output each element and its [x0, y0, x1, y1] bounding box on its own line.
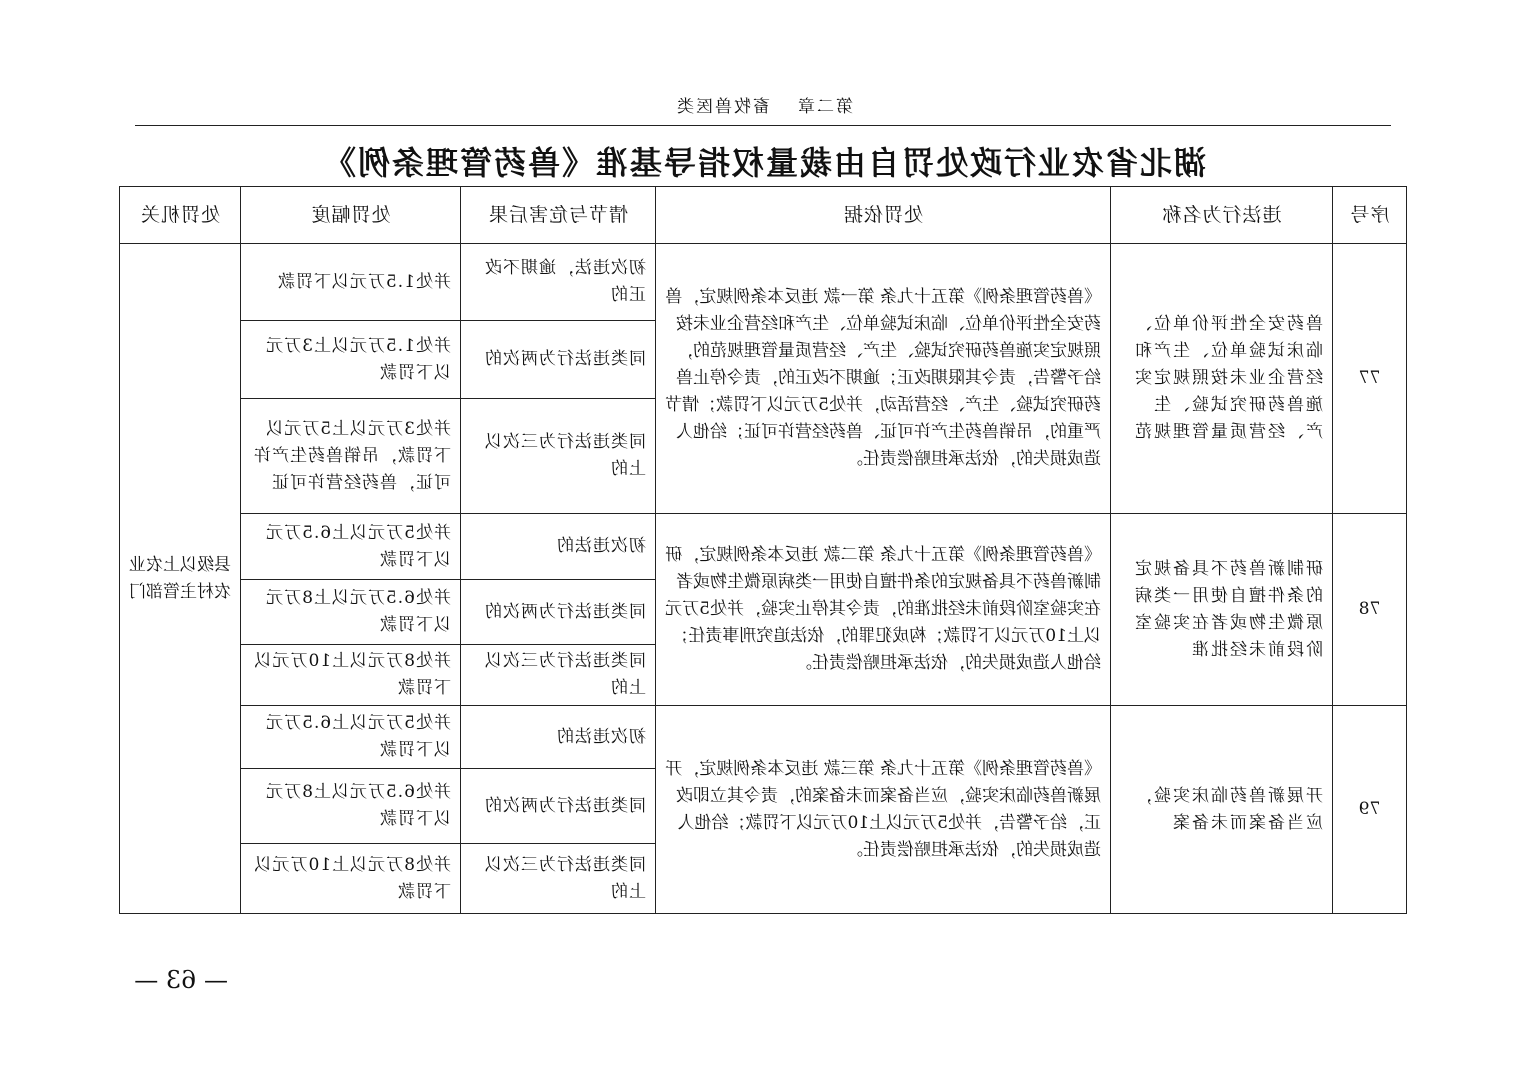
consequence-cell: 同类违法行为三次以上的 — [461, 645, 656, 706]
basis-cell: 《兽药管理条例》第五十九条 第二款 违反本条例规定，研制新兽药不具备规定的条件擅自使用一类病原微生物或者在实验室阶段前未经批准的，责令其停止实验，并处5万元以上10万元以下罚款；构成犯罪的，依法追究刑事责任；给他人造成损失的，依法承担赔偿责任。 — [656, 514, 1111, 706]
section-label: 畜牧兽医类 — [675, 97, 770, 117]
violation-cell: 研制新兽药不具备规定的条件擅自使用一类病原微生物或者在实验室阶段前未经批准 — [1111, 514, 1333, 706]
violation-cell: 开展新兽药临床实验，应当备案而未备案 — [1111, 706, 1333, 914]
col-header-consequence: 情节与危害后果 — [461, 187, 656, 244]
range-cell: 并处5万元以上6.5万元以下罚款 — [241, 706, 461, 769]
seq-cell: 77 — [1333, 244, 1407, 514]
running-head — [0, 92, 1528, 117]
range-cell: 并处3万元以上5万元以下罚款，吊销兽药生产许可证，兽药经营许可证 — [241, 399, 461, 514]
range-cell: 并处8万元以上10万元以下罚款 — [241, 844, 461, 914]
range-cell: 并处1.5万元以下罚款 — [241, 244, 461, 321]
consequence-cell: 同类违法行为两次的 — [461, 321, 656, 399]
document-title: 湖北省农业行政处罚自由裁量权指导基准《兽药管理条例》 — [322, 144, 1207, 182]
table-row — [120, 244, 1407, 321]
range-cell: 并处5万元以上6.5万元以下罚款 — [241, 514, 461, 580]
penalty-table — [119, 186, 1407, 914]
seq-cell: 78 — [1333, 514, 1407, 706]
range-cell: 并处6.5万元以上8万元以下罚款 — [241, 580, 461, 645]
chapter-label: 第二章 — [796, 97, 853, 117]
basis-cell: 《兽药管理条例》第五十九条 第三款 违反本条例规定，开展新兽药临床实验，应当备案而未备案的，责令其立即改正，给予警告，并处5万元以上10万元以下罚款；给他人造成损失的，依法承担赔偿责任。 — [656, 706, 1111, 914]
consequence-cell: 初次违法，逾期不改正的 — [461, 244, 656, 321]
col-header-violation: 违法行为名称 — [1111, 187, 1333, 244]
seq-cell: 79 — [1333, 706, 1407, 914]
range-cell: 并处8万元以上10万元以下罚款 — [241, 645, 461, 706]
consequence-cell: 初次违法的 — [461, 514, 656, 580]
col-header-basis: 处罚依据 — [656, 187, 1111, 244]
col-header-seq: 序号 — [1333, 187, 1407, 244]
consequence-cell: 同类违法行为三次以上的 — [461, 844, 656, 914]
range-cell: 并处6.5万元以上8万元以下罚款 — [241, 769, 461, 844]
table-row — [120, 706, 1407, 769]
agency-cell: 县级以上农业农村主管部门 — [120, 244, 241, 914]
violation-cell: 兽药安全性评价单位、临床试验单位、生产和经营企业未按照规定实施兽药研究试验、生产、经营质量管理规范 — [1111, 244, 1333, 514]
col-header-agency: 处罚机关 — [120, 187, 241, 244]
consequence-cell: 同类违法行为三次以上的 — [461, 399, 656, 514]
range-cell: 并处1.5万元以上3万元以下罚款 — [241, 321, 461, 399]
page-number: — 63 — — [134, 966, 228, 994]
table-row — [120, 514, 1407, 580]
table-header-row — [120, 187, 1407, 244]
basis-cell: 《兽药管理条例》第五十九条 第一款 违反本条例规定，兽药安全性评价单位、临床试验单位、生产和经营企业未按照规定实施兽药研究试验、生产、经营质量管理规范的，给予警告，责令其限期改正；逾期不改正的，责令停止兽药研究试验、生产、经营活动，并处5万元以下罚款；情节严重的，吊销兽药生产许可证、兽药经营许可证；给他人造成损失的，依法承担赔偿责任。 — [656, 244, 1111, 514]
col-header-range: 处罚幅度 — [241, 187, 461, 244]
consequence-cell: 同类违法行为两次的 — [461, 580, 656, 645]
consequence-cell: 初次违法的 — [461, 706, 656, 769]
header-rule — [135, 125, 1391, 126]
consequence-cell: 同类违法行为两次的 — [461, 769, 656, 844]
